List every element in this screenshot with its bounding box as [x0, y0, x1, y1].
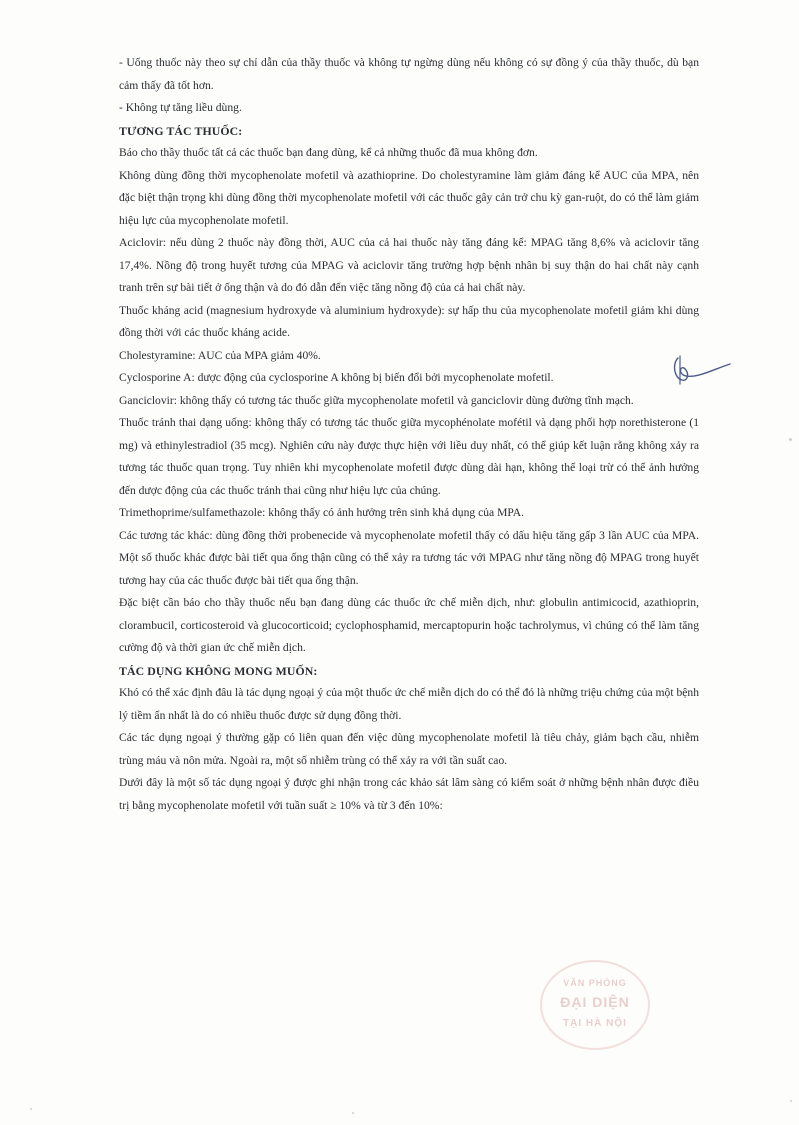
scan-speck: [790, 1100, 792, 1102]
scan-speck: [352, 1112, 354, 1114]
paragraph: Báo cho thầy thuốc tất cả các thuốc bạn đang dùng, kể cả những thuốc đã mua không đơn.: [119, 146, 538, 159]
paragraph: - Uống thuốc này theo sự chỉ dẫn của thầy thuốc và không tự ngừng dùng nếu không có sự đồng ý của thầy thuốc, dù bạn cảm thấy đã tốt hơn.: [119, 56, 699, 92]
stamp-line-3: TẠI HÀ NỘI: [563, 1018, 627, 1029]
paragraph: Dưới đây là một số tác dụng ngoại ý được ghi nhận trong các khảo sát lâm sàng có kiểm soát ở những bệnh nhân được điều trị bằng mycophenolate mofetil với tuần suất ≥ 10% và từ 3 đến 10%:: [119, 776, 699, 812]
paragraph: Đặc biệt cần báo cho thầy thuốc nếu bạn đang dùng các thuốc ức chế miễn dịch, như: globulin antimicocid, azathioprin, clorambucil, corticosteroid và glucocorticoid; cyclophosphamid, mercaptopurin hoặc tachrolymus, vì chúng có thể làm tăng cường độ và thời gian ức chế miễn dịch.: [119, 596, 699, 654]
handwritten-signature: [668, 352, 732, 386]
office-stamp: [540, 960, 650, 1050]
paragraph: Các tác dụng ngoại ý thường gặp có liên quan đến việc dùng mycophenolate mofetil là tiêu chảy, giảm bạch cầu, nhiễm trùng máu và nôn mửa. Ngoài ra, một số nhiễm trùng có thể xảy ra với tần suất cao.: [119, 731, 699, 767]
paragraph: Thuốc kháng acid (magnesium hydroxyde và aluminium hydroxyde): sự hấp thu của mycophenolate mofetil giảm khi dùng đồng thời với các thuốc kháng acide.: [119, 303, 699, 339]
paragraph: Aciclovir: nếu dùng 2 thuốc này đồng thời, AUC của cả hai thuốc này tăng đáng kể: MPAG tăng 8,6% và aciclovir tăng 17,4%. Nồng độ trong huyết tương của MPAG và aciclovir tăng trường hợp bệnh nhân bị suy thận do hai chất này cạnh tranh trên sự bài tiết ở ống thận và do đó dẫn đến việc tăng nồng độ của cả hai chất này.: [119, 236, 699, 294]
stamp-line-1: VĂN PHÒNG: [563, 978, 627, 988]
section-heading: TƯƠNG TÁC THUỐC:: [119, 123, 243, 138]
paragraph: Cyclosporine A: dược động của cyclosporine A không bị biến đổi bởi mycophenolate mofetil.: [119, 371, 554, 384]
paragraph: Cholestyramine: AUC của MPA giảm 40%.: [119, 348, 321, 362]
section-heading: TÁC DỤNG KHÔNG MONG MUỐN:: [119, 663, 318, 678]
scan-speck: [30, 1108, 32, 1110]
paragraph: Các tương tác khác: dùng đồng thời probenecide và mycophenolate mofetil thấy có dấu hiệu tăng gấp 3 lần AUC của MPA. Một số thuốc khác được bài tiết qua ống thận cũng có thể xảy ra tương tác với MPAG như tăng nồng độ MPAG trong huyết tương hay của các thuốc được bài tiết qua ống thận.: [119, 528, 699, 587]
paragraph: Thuốc tránh thai dạng uống: không thấy có tương tác thuốc giữa mycophénolate mofétil và dạng phối hợp norethisterone (1 mg) và ethinylestradiol (35 mcg). Nghiên cứu này được thực hiện với liều duy nhất, có thể giúp kết luận rằng không xảy ra tương tác thuốc quan trọng. Tuy nhiên khi mycophenolate mofetil được dùng dài hạn, không thể loại trừ có thể ảnh hưởng đến dược động của các thuốc tránh thai cũng như hiệu lực của chúng.: [119, 416, 699, 497]
scan-speck: [789, 438, 792, 441]
stamp-line-2: ĐẠI DIỆN: [560, 994, 630, 1010]
paragraph: - Không tự tăng liều dùng.: [119, 101, 242, 114]
paragraph: Trimethoprime/sulfamethazole: không thấy có ảnh hưởng trên sinh khả dụng của MPA.: [119, 506, 525, 519]
paragraph: Ganciclovir: không thấy có tương tác thuốc giữa mycophenolate mofetil và ganciclovir dùng đường tĩnh mạch.: [119, 393, 634, 407]
paragraph: Không dùng đồng thời mycophenolate mofetil và azathioprine. Do cholestyramine làm giảm đáng kể AUC của MPA, nên đặc biệt thận trọng khi dùng đồng thời mycophenolate mofetil với các thuốc gây cản trở chu kỳ gan-ruột, do có thể làm giảm hiệu lực của mycophenolate mofetil.: [119, 168, 699, 227]
paragraph: Khó có thể xác định đâu là tác dụng ngoại ý của một thuốc ức chế miễn dịch do có thể đó là những triệu chứng của một bệnh lý tiềm ẩn nhất là do có nhiều thuốc được sử dụng đồng thời.: [119, 686, 699, 722]
document-body: [119, 52, 699, 817]
